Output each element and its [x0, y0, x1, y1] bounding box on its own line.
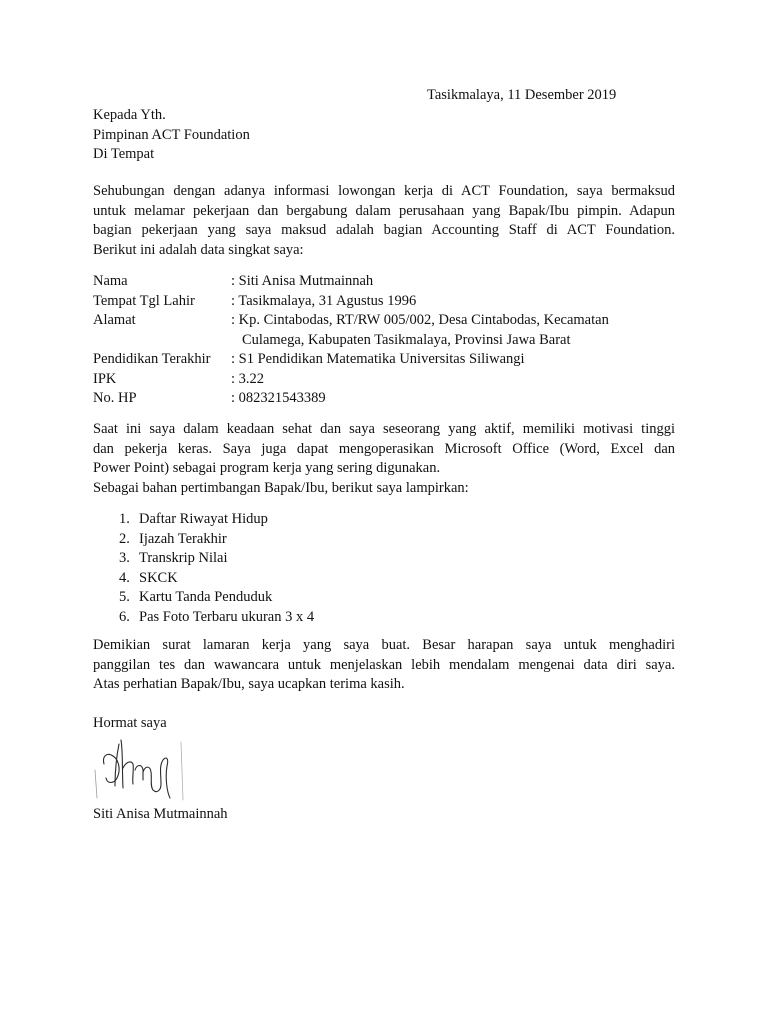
- list-text: Kartu Tanda Penduduk: [139, 589, 273, 605]
- paragraph-line: bagian pekerjaan yang saya maksud adalah bagian Accounting Staff di ACT Foundation.: [93, 222, 675, 238]
- data-row-address-cont: [93, 331, 609, 351]
- personal-data-table: [93, 272, 609, 409]
- paragraph-line: Berikut ini adalah data singkat saya:: [93, 241, 304, 258]
- paragraph-line: Saat ini saya dalam keadaan sehat dan saya seseorang yang aktif, memiliki motivasi tinggi: [93, 421, 675, 437]
- data-label: Nama: [93, 273, 128, 289]
- paragraph-line: Demikian surat lamaran kerja yang saya buat. Besar harapan saya untuk menghadiri: [93, 637, 675, 653]
- data-row-gpa: [93, 370, 609, 390]
- list-number: 6.: [119, 608, 130, 625]
- data-label-empty: [93, 331, 231, 351]
- data-label: IPK: [93, 370, 117, 387]
- place-date: Tasikmalaya, 11 Desember 2019: [427, 87, 617, 103]
- list-text: SKCK: [139, 569, 178, 586]
- data-row-name: [93, 272, 609, 292]
- paragraph-line: panggilan tes dan wawancara untuk menjelaskan lebih mendalam mengenai data diri saya.: [93, 656, 675, 673]
- closing-paragraph: [93, 636, 675, 695]
- list-item: [93, 569, 314, 589]
- list-text: Daftar Riwayat Hidup: [139, 511, 268, 527]
- list-item: [93, 588, 314, 608]
- body-paragraph: [93, 420, 675, 498]
- sign-off: Hormat saya: [93, 715, 167, 731]
- data-value: : 3.22: [231, 370, 265, 387]
- handwritten-signature: [93, 734, 185, 802]
- paragraph-line: dan pekerja keras. Saya juga dapat mengoperasikan Microsoft Office (Word, Excel dan: [93, 440, 675, 457]
- data-value: : 082321543389: [231, 390, 326, 406]
- paragraph-line: Sebagai bahan pertimbangan Bapak/Ibu, berikut saya lampirkan:: [93, 479, 469, 496]
- signer-name: Siti Anisa Mutmainnah: [93, 806, 228, 822]
- intro-paragraph: [93, 182, 675, 260]
- data-value: : Tasikmalaya, 31 Agustus 1996: [231, 292, 417, 309]
- paragraph-line: Power Point) sebagai program kerja yang sering digunakan.: [93, 460, 441, 476]
- list-text: Ijazah Terakhir: [139, 530, 227, 547]
- list-item: [93, 549, 314, 569]
- data-value: : S1 Pendidikan Matematika Universitas Siliwangi: [231, 351, 525, 367]
- recipient-block: [93, 106, 250, 165]
- list-number: 1.: [119, 511, 130, 527]
- list-item: [93, 510, 314, 530]
- list-text: Transkrip Nilai: [139, 550, 228, 566]
- data-row-address: [93, 311, 609, 331]
- data-label: Alamat: [93, 312, 136, 328]
- recipient-line: Pimpinan ACT Foundation: [93, 126, 250, 143]
- recipient-line: Kepada Yth.: [93, 107, 166, 123]
- data-row-education: [93, 350, 609, 370]
- list-number: 5.: [119, 589, 130, 605]
- data-value: Culamega, Kabupaten Tasikmalaya, Provinsi Jawa Barat: [242, 331, 571, 348]
- data-label: Tempat Tgl Lahir: [93, 292, 195, 309]
- data-value: : Kp. Cintabodas, RT/RW 005/002, Desa Cintabodas, Kecamatan: [231, 312, 609, 328]
- data-value: : Siti Anisa Mutmainnah: [231, 273, 374, 289]
- data-label: Pendidikan Terakhir: [93, 351, 211, 367]
- paragraph-line: Sehubungan dengan adanya informasi lowongan kerja di ACT Foundation, saya bermaksud: [93, 183, 675, 199]
- paragraph-line: untuk melamar pekerjaan dan bergabung dalam perusahaan yang Bapak/Ibu pimpin. Adapun: [93, 202, 675, 219]
- list-number: 4.: [119, 569, 130, 586]
- list-text: Pas Foto Terbaru ukuran 3 x 4: [139, 608, 315, 625]
- list-item: [93, 530, 314, 550]
- list-item: [93, 608, 314, 628]
- data-row-phone: [93, 389, 609, 409]
- list-number: 3.: [119, 550, 130, 566]
- list-number: 2.: [119, 530, 130, 547]
- data-row-birth: [93, 292, 609, 312]
- recipient-line: Di Tempat: [93, 146, 155, 162]
- paragraph-line: Atas perhatian Bapak/Ibu, saya ucapkan terima kasih.: [93, 676, 405, 692]
- attachment-list: [93, 510, 314, 627]
- data-label: No. HP: [93, 390, 137, 406]
